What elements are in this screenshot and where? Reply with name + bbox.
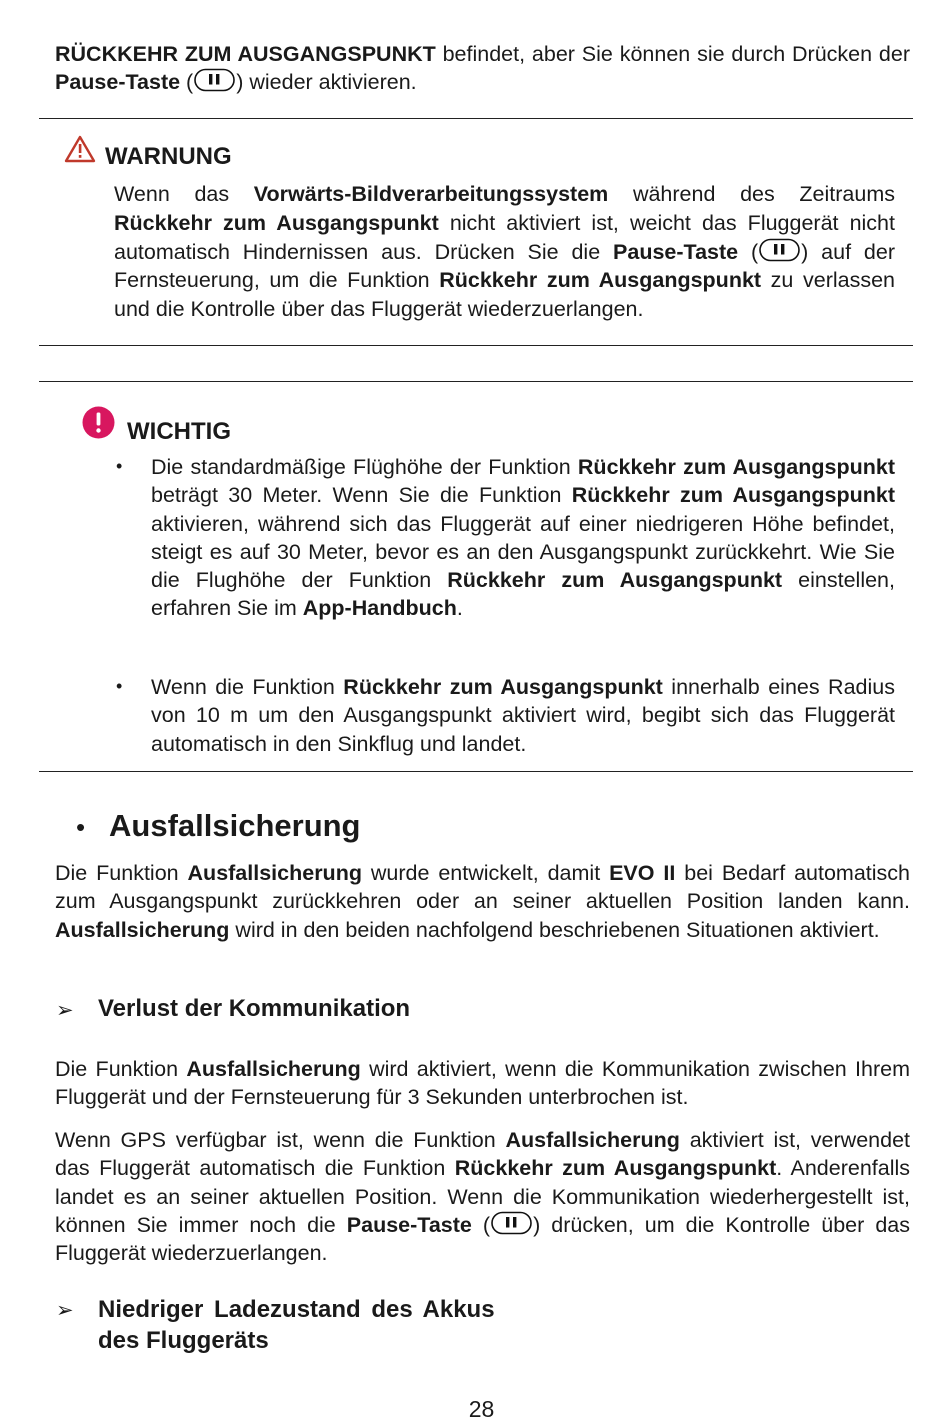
- section-p3-text-1: Wenn GPS verfügbar ist, wenn die Funktion: [55, 1128, 506, 1152]
- subheading-low-battery-line-2: des Fluggeräts: [98, 1327, 269, 1354]
- important-b2-bold-1: Rückkehr zum Ausgangspunkt: [343, 675, 663, 699]
- important-b1-text-5: .: [456, 596, 463, 621]
- warning-bold-2: Rückkehr zum Ausgangspunkt: [114, 210, 439, 235]
- section-p2-bold-1: Ausfallsicherung: [186, 1057, 361, 1081]
- page-number: 28: [468, 1396, 495, 1422]
- warning-text-4: (: [738, 239, 759, 264]
- section-paragraph-2: [55, 1055, 910, 1112]
- divider-important-top: [39, 381, 913, 382]
- divider-warning-bottom: [39, 345, 913, 346]
- warning-bold-1: Vorwärts-Bildverarbeitungssystem: [253, 182, 609, 206]
- arrow-bullet-icon: ➢: [56, 999, 74, 1022]
- warning-text-5: ) auf der Fernsteuerung, um die Funktion: [114, 239, 895, 293]
- section-paragraph-3: [55, 1126, 910, 1267]
- exclamation-circle-icon: [82, 406, 115, 444]
- important-bullet-1: [151, 453, 895, 623]
- important-b1-bold-2: Rückkehr zum Ausgangspunkt: [571, 483, 895, 508]
- intro-text-3: ) wieder aktivieren.: [236, 70, 417, 95]
- section-p1-bold-2: EVO II: [609, 861, 676, 885]
- warning-bold-4: Rückkehr zum Ausgangspunkt: [439, 268, 762, 293]
- section-p3-bold-1: Ausfallsicherung: [505, 1128, 680, 1152]
- divider-important-bottom: [39, 771, 913, 772]
- pause-button-icon: [193, 68, 236, 92]
- bullet-dot: •: [116, 676, 123, 696]
- section-p3-bold-2: Rückkehr zum Ausgangspunkt: [454, 1156, 777, 1181]
- warning-text-3: nicht aktiviert ist, weicht das Fluggerät nicht automatisch Hindernissen aus. Drücken Sie die: [114, 210, 895, 264]
- warning-text-6: zu verlassen und die Kontrolle über das Fluggerät wiederzuerlangen.: [114, 268, 895, 322]
- arrow-bullet-icon: ➢: [56, 1299, 74, 1322]
- important-b1-text-1: Die standardmäßige Flüghöhe der Funktion: [151, 455, 578, 479]
- warning-title: WARNUNG: [105, 143, 232, 170]
- intro-text-2: (: [180, 70, 194, 95]
- section-title: Ausfallsicherung: [109, 808, 361, 843]
- important-b1-text-2: beträgt 30 Meter. Wenn Sie die Funktion: [151, 483, 572, 508]
- important-bullet-2: [151, 673, 895, 758]
- warning-text: [114, 180, 895, 324]
- pause-button-icon: [490, 1211, 533, 1235]
- section-p1-text-3: bei Bedarf automatisch zum Ausgangspunkt zurückkehren oder an seiner aktuellen Position landen kann.: [55, 861, 910, 914]
- intro-text-1: befindet, aber Sie können sie durch Drücken der: [435, 42, 910, 66]
- section-p3-text-5: ) drücken, um die Kontrolle über das Fluggerät wiederzuerlangen.: [55, 1212, 910, 1266]
- warning-text-2: während des Zeitraums: [608, 182, 895, 206]
- important-b1-bold-3: Rückkehr zum Ausgangspunkt: [447, 568, 783, 593]
- divider-top: [39, 118, 913, 119]
- section-p1-bold-1: Ausfallsicherung: [187, 861, 362, 885]
- section-p3-bold-3: Pause-Taste: [346, 1212, 472, 1237]
- section-p3-text-2: aktiviert ist, verwendet das Fluggerät automatisch die Funktion: [55, 1128, 910, 1181]
- intro-bold-2: Pause-Taste: [55, 70, 181, 95]
- section-p1-text-1: Die Funktion: [55, 861, 188, 885]
- section-bullet: •: [76, 812, 86, 842]
- section-paragraph-1: [55, 859, 910, 944]
- pause-button-icon: [758, 238, 801, 262]
- important-b2-text-2: innerhalb eines Radius von 10 m um den Ausgangspunkt aktiviert wird, begibt sich das Fluggerät automatisch in den Sinkflug und landet.: [151, 675, 895, 756]
- section-p2-text-2: wird aktiviert, wenn die Kommunikation zwischen Ihrem Fluggerät und der Fernsteuerung für 3 Sekunden unterbrochen ist.: [55, 1057, 910, 1110]
- important-b1-bold-1: Rückkehr zum Ausgangspunkt: [577, 455, 895, 479]
- important-b1-bold-4: App-Handbuch: [302, 596, 457, 621]
- important-b1-text-3: aktivieren, während sich das Fluggerät auf einer niedrigeren Höhe befindet, steigt es auf 30 Meter, bevor es an den Ausgangspunkt zurückkehrt. Wie Sie die Flughöhe der Funktion: [151, 511, 895, 593]
- important-b2-text-1: Wenn die Funktion: [151, 675, 344, 699]
- intro-paragraph: [55, 40, 910, 97]
- section-p1-text-2: wurde entwickelt, damit: [361, 861, 610, 885]
- warning-bold-3: Pause-Taste: [613, 239, 739, 264]
- warning-text-1: Wenn das: [114, 182, 254, 206]
- section-p1-bold-3: Ausfallsicherung: [55, 917, 230, 942]
- warning-triangle-icon: [64, 135, 96, 168]
- bullet-dot: •: [116, 456, 123, 476]
- important-title: WICHTIG: [127, 418, 231, 445]
- section-p3-text-4: (: [471, 1212, 491, 1237]
- section-p2-text-1: Die Funktion: [55, 1057, 187, 1081]
- section-p1-text-4: wird in den beiden nachfolgend beschriebenen Situationen aktiviert.: [229, 917, 880, 942]
- important-b1-text-4: einstellen, erfahren Sie im: [151, 568, 895, 621]
- subheading-low-battery-line-1: Niedriger Ladezustand des Akkus: [98, 1296, 495, 1323]
- section-p3-text-3: . Anderenfalls landet es an seiner aktuellen Position. Wenn die Kommunikation wiederhergestellt ist, können Sie immer noch die: [55, 1156, 911, 1237]
- subheading-low-battery: [98, 1294, 495, 1356]
- intro-bold-1: RÜCKKEHR ZUM AUSGANGSPUNKT: [55, 42, 436, 66]
- subheading-communication-loss: Verlust der Kommunikation: [98, 995, 411, 1022]
